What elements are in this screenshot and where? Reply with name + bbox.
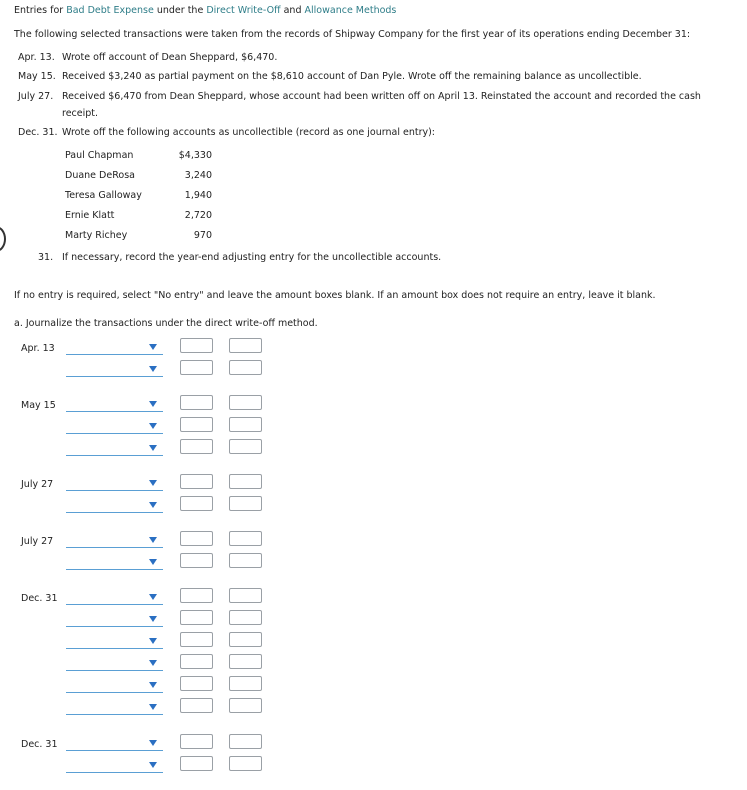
account-select[interactable] xyxy=(66,655,163,671)
debit-amount-input[interactable] xyxy=(180,395,213,410)
account-select[interactable] xyxy=(66,361,163,377)
debit-amount-input[interactable] xyxy=(180,439,213,454)
entry-date: July 27 xyxy=(21,536,54,547)
entry-date: Dec. 31 xyxy=(21,593,58,604)
entry-date: July 27 xyxy=(21,479,54,490)
txn-date: July 27. xyxy=(18,91,54,102)
dropdown-caret-icon[interactable] xyxy=(149,401,157,407)
debit-amount-input[interactable] xyxy=(180,474,213,489)
credit-amount-input[interactable] xyxy=(229,632,262,647)
account-select-underline xyxy=(66,670,163,671)
debit-amount-input[interactable] xyxy=(180,553,213,568)
credit-amount-input[interactable] xyxy=(229,588,262,603)
credit-amount-input[interactable] xyxy=(229,654,262,669)
account-select[interactable] xyxy=(66,440,163,456)
dropdown-caret-icon[interactable] xyxy=(149,480,157,486)
page-edge-arc xyxy=(0,226,6,252)
link-direct-write-off[interactable]: Direct Write-Off xyxy=(206,5,281,16)
entry-date: Dec. 31 xyxy=(21,739,58,750)
dropdown-caret-icon[interactable] xyxy=(149,594,157,600)
dropdown-caret-icon[interactable] xyxy=(149,660,157,666)
intro-text: The following selected transactions were taken from the records of Shipway Company for the first year of its operations ending December 31: xyxy=(14,29,691,40)
account-name: Duane DeRosa xyxy=(65,170,135,181)
account-select-underline xyxy=(66,354,163,355)
account-select[interactable] xyxy=(66,554,163,570)
dropdown-caret-icon[interactable] xyxy=(149,762,157,768)
account-select[interactable] xyxy=(66,497,163,513)
dropdown-caret-icon[interactable] xyxy=(149,423,157,429)
debit-amount-input[interactable] xyxy=(180,676,213,691)
account-name: Teresa Galloway xyxy=(65,190,142,201)
entry-date: May 15 xyxy=(21,400,56,411)
txn-text: Wrote off account of Dean Sheppard, $6,470. xyxy=(62,52,278,63)
account-amount: 2,720 xyxy=(184,210,212,221)
problem-title: Entries for Bad Debt Expense under the Direct Write-Off and Allowance Methods xyxy=(14,5,397,16)
account-select-underline xyxy=(66,772,163,773)
debit-amount-input[interactable] xyxy=(180,610,213,625)
credit-amount-input[interactable] xyxy=(229,734,262,749)
account-select[interactable] xyxy=(66,611,163,627)
account-select-underline xyxy=(66,455,163,456)
txn-text: Received $6,470 from Dean Sheppard, whose account had been written off on April 13. Reinstated the account and recorded the cash xyxy=(62,91,701,102)
txn-text-continued: receipt. xyxy=(62,108,99,119)
credit-amount-input[interactable] xyxy=(229,360,262,375)
txn-text: Wrote off the following accounts as uncollectible (record as one journal entry): xyxy=(62,127,436,138)
debit-amount-input[interactable] xyxy=(180,496,213,511)
debit-amount-input[interactable] xyxy=(180,360,213,375)
link-allowance-methods[interactable]: Allowance Methods xyxy=(304,5,397,16)
item-number: 31. xyxy=(38,252,54,263)
part-a-heading: a. Journalize the transactions under the direct write-off method. xyxy=(14,318,318,329)
debit-amount-input[interactable] xyxy=(180,734,213,749)
account-select-underline xyxy=(66,411,163,412)
instructions: If no entry is required, select "No entry" and leave the amount boxes blank. If an amount box does not require an entry, leave it blank. xyxy=(14,290,656,301)
account-select-underline xyxy=(66,750,163,751)
account-select-underline xyxy=(66,604,163,605)
account-select[interactable] xyxy=(66,396,163,412)
dropdown-caret-icon[interactable] xyxy=(149,616,157,622)
dropdown-caret-icon[interactable] xyxy=(149,559,157,565)
account-name: Marty Richey xyxy=(65,230,128,241)
account-amount: 3,240 xyxy=(184,170,212,181)
account-select-underline xyxy=(66,376,163,377)
account-select-underline xyxy=(66,714,163,715)
credit-amount-input[interactable] xyxy=(229,756,262,771)
debit-amount-input[interactable] xyxy=(180,588,213,603)
dropdown-caret-icon[interactable] xyxy=(149,682,157,688)
account-select[interactable] xyxy=(66,532,163,548)
credit-amount-input[interactable] xyxy=(229,496,262,511)
account-select-underline xyxy=(66,569,163,570)
account-amount: 970 xyxy=(193,230,212,241)
debit-amount-input[interactable] xyxy=(180,698,213,713)
account-select[interactable] xyxy=(66,589,163,605)
txn-date: May 15. xyxy=(18,71,56,82)
item-text: If necessary, record the year-end adjusting entry for the uncollectible accounts. xyxy=(62,252,442,263)
account-select[interactable] xyxy=(66,699,163,715)
account-select-underline xyxy=(66,692,163,693)
account-amount: 1,940 xyxy=(184,190,212,201)
credit-amount-input[interactable] xyxy=(229,610,262,625)
account-select[interactable] xyxy=(66,418,163,434)
dropdown-caret-icon[interactable] xyxy=(149,366,157,372)
credit-amount-input[interactable] xyxy=(229,395,262,410)
account-select-underline xyxy=(66,490,163,491)
txn-date: Apr. 13. xyxy=(18,52,55,63)
account-select-underline xyxy=(66,512,163,513)
account-name: Ernie Klatt xyxy=(65,210,115,221)
account-select[interactable] xyxy=(66,735,163,751)
credit-amount-input[interactable] xyxy=(229,417,262,432)
txn-date: Dec. 31. xyxy=(18,127,58,138)
credit-amount-input[interactable] xyxy=(229,338,262,353)
dropdown-caret-icon[interactable] xyxy=(149,537,157,543)
debit-amount-input[interactable] xyxy=(180,531,213,546)
entry-date: Apr. 13 xyxy=(21,343,55,354)
account-select[interactable] xyxy=(66,633,163,649)
dropdown-caret-icon[interactable] xyxy=(149,502,157,508)
account-select-underline xyxy=(66,626,163,627)
account-select-underline xyxy=(66,648,163,649)
account-select[interactable] xyxy=(66,475,163,491)
txn-text: Received $3,240 as partial payment on the $8,610 account of Dan Pyle. Wrote off the remaining balance as uncollectible. xyxy=(62,71,642,82)
credit-amount-input[interactable] xyxy=(229,553,262,568)
dropdown-caret-icon[interactable] xyxy=(149,638,157,644)
debit-amount-input[interactable] xyxy=(180,632,213,647)
debit-amount-input[interactable] xyxy=(180,756,213,771)
dropdown-caret-icon[interactable] xyxy=(149,704,157,710)
credit-amount-input[interactable] xyxy=(229,531,262,546)
credit-amount-input[interactable] xyxy=(229,698,262,713)
account-select[interactable] xyxy=(66,757,163,773)
dropdown-caret-icon[interactable] xyxy=(149,740,157,746)
debit-amount-input[interactable] xyxy=(180,338,213,353)
account-amount: $4,330 xyxy=(178,150,212,161)
credit-amount-input[interactable] xyxy=(229,439,262,454)
account-name: Paul Chapman xyxy=(65,150,134,161)
account-select-underline xyxy=(66,433,163,434)
account-select[interactable] xyxy=(66,677,163,693)
account-select[interactable] xyxy=(66,339,163,355)
debit-amount-input[interactable] xyxy=(180,654,213,669)
credit-amount-input[interactable] xyxy=(229,474,262,489)
credit-amount-input[interactable] xyxy=(229,676,262,691)
dropdown-caret-icon[interactable] xyxy=(149,445,157,451)
link-bad-debt-expense[interactable]: Bad Debt Expense xyxy=(66,5,154,16)
dropdown-caret-icon[interactable] xyxy=(149,344,157,350)
account-select-underline xyxy=(66,547,163,548)
debit-amount-input[interactable] xyxy=(180,417,213,432)
